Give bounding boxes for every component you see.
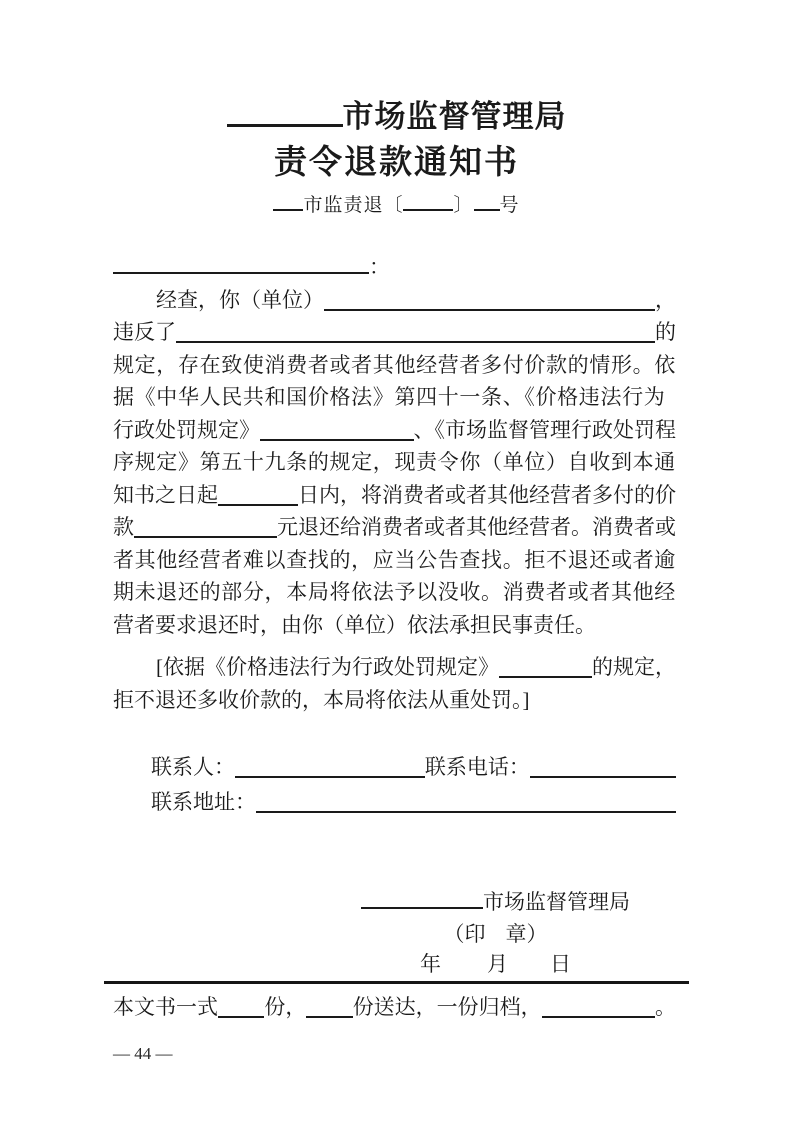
signature-seal-line-text: 章） (505, 922, 548, 946)
body-line-1-blank-field (324, 309, 655, 311)
bracket-line-1-text: 的规定， (592, 655, 676, 679)
signature-date-line (361, 948, 630, 981)
signature-date-line-text: 日 (550, 952, 571, 976)
salutation-line (113, 251, 676, 284)
footer-note-line-text: 份送达，一份归档， (352, 995, 542, 1019)
bracket-line-1 (113, 651, 676, 684)
contact-line-blank-field (530, 776, 676, 778)
body-line-5-blank-field (260, 439, 414, 441)
body-line-8 (113, 511, 676, 544)
signature-date-line-text: 月 (487, 952, 508, 976)
doc-number-line-blank-field (474, 209, 500, 211)
address-line-spacer (113, 818, 151, 819)
body-line-6: 序规定》第五十九条的规定，现责令你（单位）自收到本通 (113, 450, 676, 474)
body-line-1-text: 经查，你（单位） (156, 288, 324, 312)
contact-line-text: 联系电话： (424, 755, 530, 779)
doc-number-line (0, 191, 793, 221)
footer-note-line (113, 991, 676, 1024)
footer-divider (104, 981, 689, 984)
body-line-10: 期未退还的部分，本局将依法予以没收。消费者或者其他经 (113, 580, 676, 604)
doc-number-line-blank-field (273, 209, 303, 211)
footer-note-line-text: 。 (654, 995, 676, 1019)
title-agency-line-text: 市场监督管理局 (342, 99, 567, 134)
page-number: — 44 — (113, 1044, 173, 1063)
contact-line (113, 751, 676, 784)
salutation-line-text: ： (369, 255, 390, 279)
signature-seal-line-spacer (486, 940, 506, 941)
body-line-2-text: 的 (655, 320, 676, 344)
signature-agency-line-text: 市场监督管理局 (483, 890, 630, 914)
body-line-1-text: ， (655, 288, 676, 312)
body-line-7-text: 日内，将消费者或者其他经营者多付的价 (298, 483, 676, 507)
body-line-8-text: 元退还给消费者或者其他经营者。消费者或 (277, 515, 676, 539)
signature-date-line-text: 年 (420, 952, 441, 976)
signature-agency-line (361, 886, 630, 919)
salutation-line-blank-field (113, 272, 369, 274)
body-line-2-text: 违反了 (113, 320, 176, 344)
body-line-5 (113, 414, 676, 447)
footer-note-line-blank-field (542, 1016, 655, 1018)
address-line-blank-field (256, 811, 676, 813)
contact-line-spacer (113, 783, 151, 784)
title-agency-line-blank-field (227, 124, 343, 127)
footer-note-line-blank-field (306, 1016, 352, 1018)
address-line-text: 联系地址： (151, 790, 256, 814)
doc-number-line-blank-field (403, 209, 453, 211)
body-line-8-text: 款 (113, 515, 134, 539)
title-doc-line: 责令退款通知书 (274, 145, 519, 181)
doc-number-line-text: 号 (499, 195, 520, 216)
footer-note-line-text: 本文书一式 (113, 995, 218, 1019)
body-line-11: 营者要求退还时，由你（单位）依法承担民事责任。 (113, 613, 596, 637)
address-line (113, 786, 676, 819)
contact-line-text: 联系人： (151, 755, 235, 779)
body-line-5-text: 行政处罚规定》 (113, 418, 260, 442)
footer-note-line-text: 份， (264, 995, 307, 1019)
title-agency-line (0, 94, 793, 140)
signature-seal-line (361, 918, 630, 951)
body-line-9: 者其他经营者难以查找的，应当公告查找。拒不退还或者逾 (113, 548, 676, 572)
body-line-7 (113, 479, 676, 512)
bracket-line-1-blank-field (499, 676, 592, 678)
body-line-7-blank-field (218, 504, 298, 506)
body-line-5-text: 、《市场监督管理行政处罚程 (413, 418, 676, 442)
body-line-3: 规定，存在致使消费者或者其他经营者多付价款的情形。依 (113, 353, 676, 377)
doc-number-line-text: 〕 (453, 195, 474, 216)
body-line-2 (113, 316, 676, 349)
doc-number-line-text: 市监责退〔 (303, 195, 404, 216)
contact-line-blank-field (235, 776, 425, 778)
footer-note-line-blank-field (218, 1016, 264, 1018)
body-line-7-text: 知书之日起 (113, 483, 218, 507)
bracket-line-2: 拒不退还多收价款的，本局将依法从重处罚。] (113, 688, 530, 712)
signature-date-line-spacer (441, 970, 487, 971)
body-line-8-blank-field (134, 536, 277, 538)
body-line-2-blank-field (176, 341, 655, 343)
body-line-4: 据《中华人民共和国价格法》第四十一条、《价格违法行为 (113, 385, 666, 409)
signature-agency-line-blank-field (361, 907, 483, 909)
bracket-line-1-text: [依据《价格违法行为行政处罚规定》 (156, 655, 499, 679)
signature-seal-line-text: （印 (443, 922, 486, 946)
signature-date-line-spacer (508, 970, 550, 971)
body-line-1 (113, 284, 676, 317)
